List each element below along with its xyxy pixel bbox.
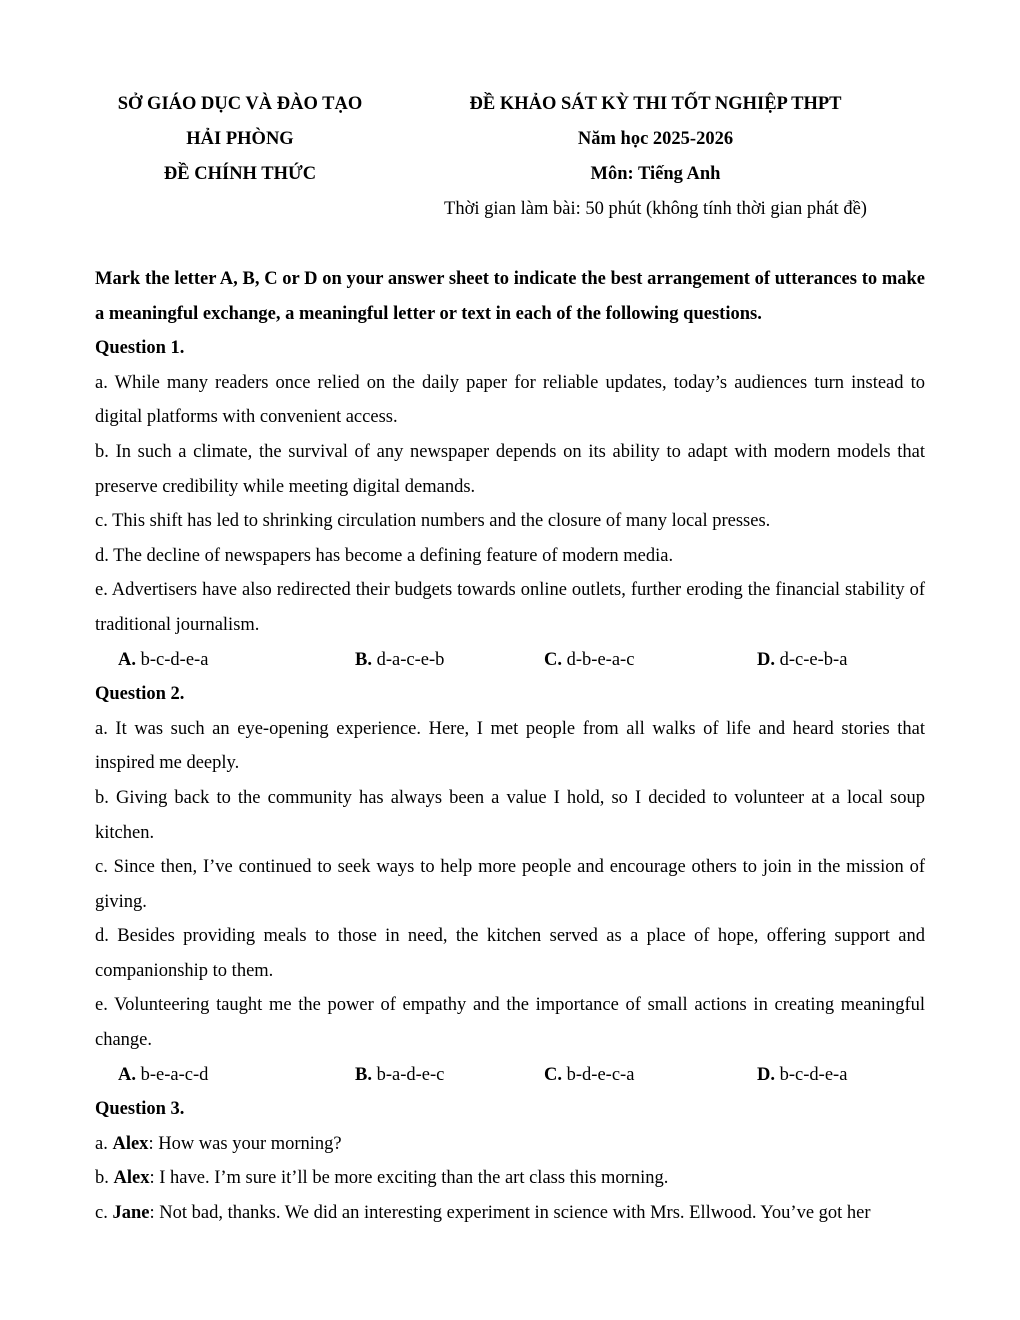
question-1-option-a[interactable] (118, 643, 355, 678)
question-1-title: Question 1. (95, 338, 185, 359)
option-text: d-b-e-a-c (562, 649, 635, 670)
question-1-item-c: c. This shift has led to shrinking circulation numbers and the closure of many local presses. (95, 511, 771, 532)
official-label: ĐỀ CHÍNH THỨC (163, 164, 317, 184)
question-1-item-d: d. The decline of newspapers has become a defining feature of modern media. (95, 545, 674, 566)
question-3-title: Question 3. (95, 1099, 185, 1120)
speaker-name: Jane (112, 1203, 150, 1224)
option-letter: B. (355, 1064, 372, 1085)
instruction: Mark the letter A, B, C or D on your answer sheet to indicate the best arrangement of utterances to make a meaningful exchange, a meaningful letter or text in each of the following questions. (95, 269, 925, 324)
question-1-option-c[interactable] (544, 643, 757, 678)
option-text: b-a-d-e-c (371, 1064, 445, 1085)
option-letter: D. (757, 1064, 775, 1085)
option-letter: C. (544, 649, 562, 670)
question-2-option-c[interactable] (544, 1058, 757, 1093)
line-prefix: b. (95, 1168, 114, 1189)
question-3-line-a (95, 1127, 925, 1162)
city-name: HẢI PHÒNG (186, 129, 294, 149)
question-3-line-b (95, 1161, 925, 1196)
question-3-line-c (95, 1196, 925, 1231)
question-2-item-e: e. Volunteering taught me the power of empathy and the importance of small actions in creating meaningful change. (95, 995, 925, 1051)
option-letter: A. (118, 649, 136, 670)
option-letter: D. (757, 649, 775, 670)
question-2-options (95, 1058, 925, 1093)
question-2-item-b: b. Giving back to the community has always been a value I hold, so I decided to volunteer at a local soup kitchen. (95, 787, 925, 843)
option-letter: A. (118, 1064, 136, 1085)
question-1-option-d[interactable] (757, 643, 847, 678)
option-text: b-c-d-e-a (775, 1064, 848, 1085)
subject: Môn: Tiếng Anh (590, 164, 721, 184)
question-2-item-a: a. It was such an eye-opening experience. Here, I met people from all walks of life and heard stories that inspired me deeply. (95, 718, 925, 774)
option-text: b-e-a-c-d (136, 1064, 209, 1085)
line-text: : How was your morning? (148, 1133, 342, 1154)
option-letter: B. (355, 649, 372, 670)
option-text: d-a-c-e-b (371, 649, 445, 670)
line-prefix: a. (95, 1133, 113, 1154)
question-1-options (95, 643, 925, 678)
line-prefix: c. (95, 1203, 113, 1224)
question-1-option-b[interactable] (355, 643, 544, 678)
speaker-name: Alex (113, 1168, 150, 1189)
exam-title: ĐỀ KHẢO SÁT KỲ THI TỐT NGHIỆP THPT (469, 94, 842, 114)
exam-content (95, 262, 925, 1231)
question-2-option-a[interactable] (118, 1058, 355, 1093)
question-1-item-e: e. Advertisers have also redirected their budgets towards online outlets, further eroding the financial stability of traditional journalism. (95, 580, 925, 635)
department-name: SỞ GIÁO DỤC VÀ ĐÀO TẠO (117, 94, 363, 114)
question-1-item-a: a. While many readers once relied on the daily paper for reliable updates, today’s audiences turn instead to digital platforms with convenient access. (95, 372, 925, 428)
option-text: b-c-d-e-a (136, 649, 209, 670)
question-2-item-c: c. Since then, I’ve continued to seek ways to help more people and encourage others to join in the mission of giving. (95, 857, 925, 912)
line-text: : Not bad, thanks. We did an interesting experiment in science with Mrs. Ellwood. You’ve got her (149, 1203, 871, 1224)
question-2-title: Question 2. (95, 684, 185, 705)
question-1-item-b: b. In such a climate, the survival of any newspaper depends on its ability to adapt with modern models that preserve credibility while meeting digital demands. (95, 441, 925, 497)
line-text: : I have. I’m sure it’ll be more exciting than the art class this morning. (149, 1168, 669, 1189)
question-2-option-d[interactable] (757, 1058, 847, 1093)
question-2-option-b[interactable] (355, 1058, 544, 1093)
question-2-item-d: d. Besides providing meals to those in need, the kitchen served as a place of hope, offering support and companionship to them. (95, 926, 925, 981)
speaker-name: Alex (112, 1133, 149, 1154)
time-allowed: Thời gian làm bài: 50 phút (không tính thời gian phát đề) (444, 199, 867, 219)
option-text: d-c-e-b-a (775, 649, 848, 670)
option-letter: C. (544, 1064, 562, 1085)
school-year: Năm học 2025-2026 (577, 129, 734, 149)
option-text: b-d-e-c-a (562, 1064, 635, 1085)
